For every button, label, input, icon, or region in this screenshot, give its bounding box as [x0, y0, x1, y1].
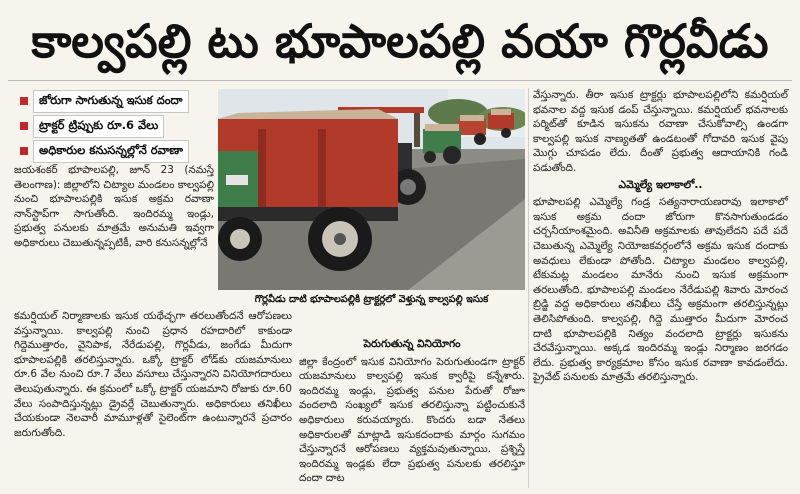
article-paragraph: భూపాలపల్లి ఎమ్మెల్యే గండ్ర సత్యనారాయణరావు ఇలాకాలో ఇసుక అక్రమ దందా జోరుగా కొనసాగుతుండడం చర్చనీయాంశమైంది. అవినీతి అక్రమాలకు తావులేదని పదే పదే చెబుతున్న ఎమ్మెల్యే నియోజకవర్గంలోనే అక్రమ ఇసుక దందాకు అవధులు లేకుండా పోతోంది. చిట్యాల మండలం కాల్వపల్లి, టేకుమట్ల మండలం మానేరు నుంచి ఇసుక అక్రమంగా తరలుతోంది. భూపాలపల్లి మండలం నేరేడుపల్లి శివారు మోరంచ బ్రిడ్జి వద్ద అధికారులు తనిఖీలు చేస్తే అక్రమంగా తరలిస్తున్నట్లు తెలిసిపోతుంది. కాల్వపల్లి, గిద్దె ముత్తారం మీదుగా మోరంచ దాటి భూపాలపల్లికి నిత్యం వందలాది ట్రాక్టర్లు ఇసుకను చేరవేస్తున్నాయి. అక్కడ ఇందిరమ్మ ఇండ్లు నిర్మాణం జరగడం లేదు. ప్రభుత్వ కార్యక్రమాల కోసం ఇసుక రవాణా కావడంలేదు. ప్రైవేట్ పనులకు మాత్రమే తరలిస్తున్నారు. [533, 196, 788, 384]
article-paragraph: జిల్లా కేంద్రంలో ఇసుక వినియోగం పెరుగుతుండగా ట్రాక్టర్ యజమానులు కాల్వపల్లి ఇసుక క్వారీపై కన్నేశారు. ఇందిరమ్మ ఇండ్లు, ప్రభుత్వ పనుల పేరుతో రోజూ వందలాది సంఖ్యలో ఇసుక తరలిస్తున్నా పట్టించుకునే అధికారులు కరువయ్యారు. కొందరు బడా నేతలు అధికారులతో మాట్లాడి ఇసుకదందాకు మార్గం సుగమం చేస్తున్నారనే ఆరోపణలు వ్యక్తమవుతున్నాయి. ప్రశ్నిస్తే ఇందిరమ్మ ఇండ్లకు లేదా ప్రభుత్వ పనులకు తరలిస్తూ దందా దాట [299, 355, 525, 485]
bullet-square-icon [20, 147, 28, 155]
column-divider [528, 88, 529, 488]
bullet-item [20, 90, 216, 112]
highlight-bullets [20, 90, 216, 165]
article-column-1-bottom [14, 309, 292, 440]
bullet-text: జోరుగా సాగుతున్న ఇసుక దందా [33, 90, 189, 113]
subheading-mla-constituency: ఎమ్మెల్యే ఇలాకాలో.. [618, 178, 703, 191]
article-paragraph: కమర్షియల్ నిర్మాణాలకు ఇసుక యథేచ్ఛగా తరలుతోందనే ఆరోపణలు వస్తున్నాయి. కాల్వపల్లి నుంచి ప్రధాన రహదారిలో కాకుండా గిద్దెముత్తారం, వైనిపాక, నేరేడుపల్లి, గొర్లవీడు, జంగేడు మీదుగా భూపాలపల్లికి తరలిస్తున్నారు. ఒక్కో ట్రాక్టర్ లోడ్‌కు యజమానులు రూ.6 వేల నుంచి రూ.7 వేలు వసూలు చేస్తున్నారని వినియోగదారులు తెలుపుతున్నారు. ఈ క్రమంలో ఒక్కో ట్రాక్టర్ యజమాని రోజుకు రూ.60 వేలు సంపాదిస్తున్నట్లు డ్రైవర్లే చెబుతున్నారు. అధికారులు తనిఖీలు చేయకుండా నెలవారీ మామూళ్లతో సైలెంట్‌గా ఉంటున్నారనే ప్రచారం జరుగుతోంది. [14, 310, 292, 439]
bullet-item [20, 140, 216, 162]
article-paragraph: వేస్తున్నారు. తీరా ఇసుక ట్రాక్టర్లు భూపాలపల్లిలోని కమర్షియల్ భవనాల వద్ద ఇసుక డంప్ చేస్తున్నాయి. కమర్షియల్ భవనాలకు పర్మిట్‌తో కూడిన ఇసుకను రవాణా చేసుకోవాల్సి ఉండగా కాల్వపల్లి ఇసుక నాణ్యతతో ఉండటంతో గోదావరి ఇసుక వైపు మొగ్గు చూపడం లేదు. దీంతో ప్రభుత్వ ఆదాయానికి గండి పడుతోంది. [533, 89, 788, 174]
article-column-3 [533, 88, 788, 385]
sand-tractor-convoy-image [218, 89, 525, 290]
bullet-square-icon [20, 97, 28, 105]
headline: కాల్వపల్లి టు భూపాలపల్లి వయా గొర్లవీడు [31, 14, 769, 68]
news-photo-sand-tractors [218, 89, 525, 290]
article-column-1-top [14, 163, 214, 251]
bullet-item [20, 115, 216, 137]
article-column-2 [299, 335, 525, 486]
photo-caption: గొర్లవీడు దాటి భూపాలపల్లికి ట్రాక్టర్లలో వెళ్తున్న కాల్వపల్లి ఇసుక [254, 294, 489, 305]
article-paragraph: జయశంకర్ భూపాలపల్లి, జూన్ 23 (నమస్తే తెలంగాణ): జిల్లాలోని చిట్యాల మండలం కాల్వపల్లి నుంచి భూపాలపల్లికి ఇసుక అక్రమ రవాణా నాన్‌స్టాప్‌గా సాగుతోంది. ఇందిరమ్మ ఇండ్లు, ప్రభుత్వ పనులకు మాత్రమే అనుమతి ఇవ్వగా అధికారులు చెబుతున్నప్పటికీ, వారి కనుసన్నల్లోనే [14, 164, 215, 249]
headline-divider [8, 80, 792, 81]
bullet-text: అధికారుల కనుసన్నల్లోనే రవాణా [33, 140, 189, 163]
bullet-text: ట్రాక్టర్ ట్రిప్పుకు రూ.6 వేలు [33, 115, 164, 138]
subheading-growing-usage: పెరుగుతున్న వినియోగం [363, 338, 461, 350]
bullet-square-icon [20, 122, 28, 130]
